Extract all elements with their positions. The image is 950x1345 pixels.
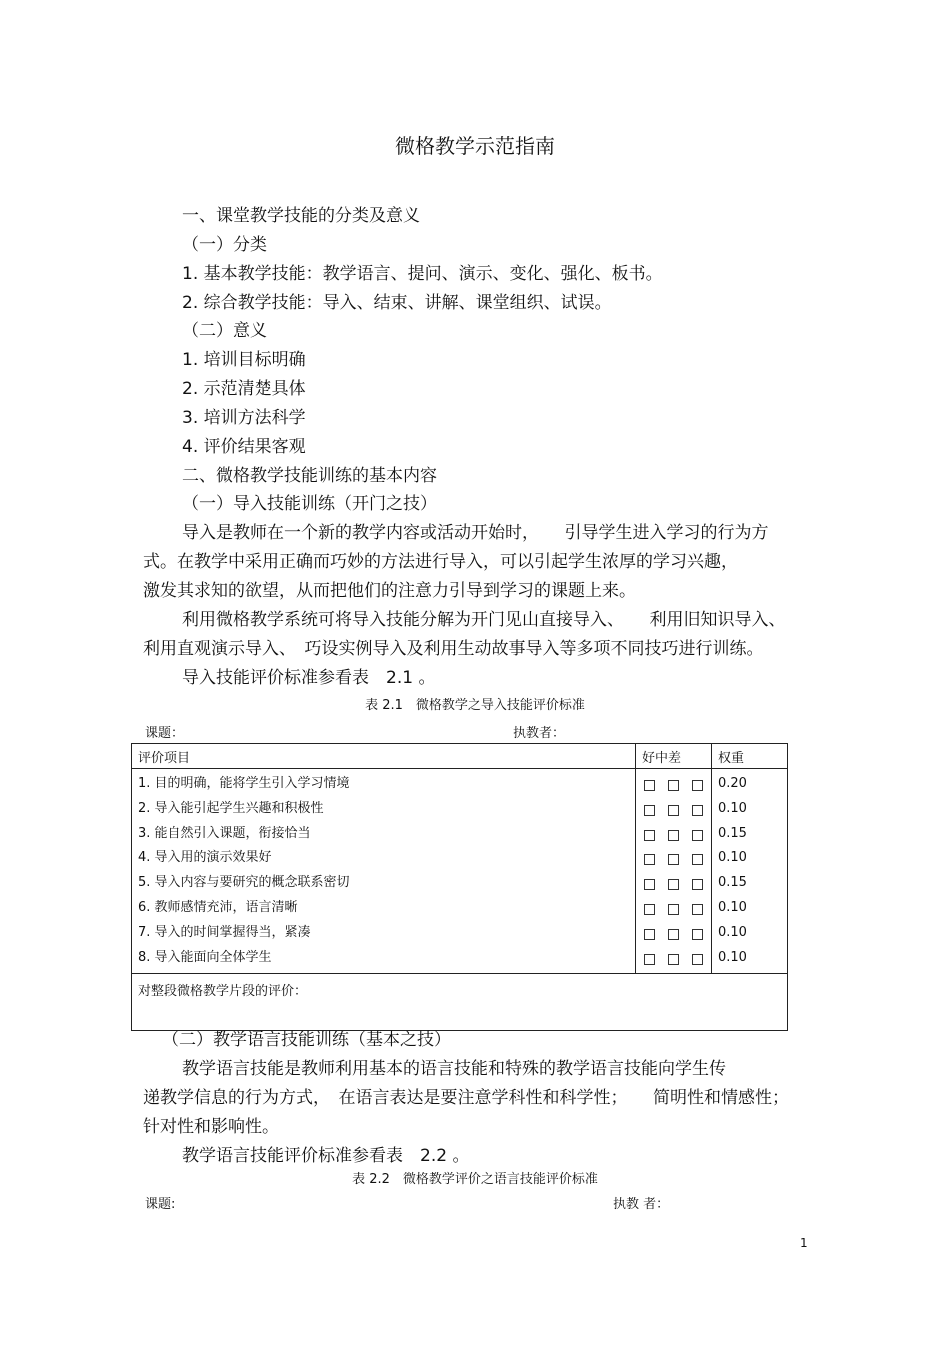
header-grade: 好中差 xyxy=(636,744,712,769)
meaning-item-2: 2. 示范清楚具体 xyxy=(182,379,306,399)
grade-good-checkbox[interactable] xyxy=(644,854,655,865)
teacher-label-2: 执教 者： xyxy=(613,1197,670,1212)
weight-value: 0.10 xyxy=(718,924,747,940)
weight-value: 0.10 xyxy=(718,850,747,866)
evaluation-item: 7. 导入的时间掌握得当，紧凑 xyxy=(138,924,311,940)
comment-row xyxy=(132,974,788,1031)
table-caption-2-2: 表 2.2 微格教学评价之语言技能评价标准 xyxy=(352,1172,598,1187)
weight-value: 0.20 xyxy=(718,776,747,791)
grade-row xyxy=(642,921,705,946)
paragraph-techniques-line-1: 利用微格教学系统可将导入技能分解为开门见山直接导入、 利用旧知识导入、 xyxy=(182,610,786,630)
evaluation-item: 4. 导入用的演示效果好 xyxy=(138,850,272,866)
meaning-item-3: 3. 培训方法科学 xyxy=(182,408,306,428)
grade-medium-checkbox[interactable] xyxy=(668,830,679,841)
subsection-heading-classification: （一）分类 xyxy=(182,235,267,255)
grade-row xyxy=(642,797,705,822)
paragraph-language-line-3: 针对性和影响性。 xyxy=(143,1117,279,1137)
grade-row xyxy=(642,871,705,896)
grade-poor-checkbox[interactable] xyxy=(692,954,703,965)
grade-checkboxes xyxy=(636,769,712,974)
grade-medium-checkbox[interactable] xyxy=(668,854,679,865)
grade-poor-checkbox[interactable] xyxy=(692,929,703,940)
grade-good-checkbox[interactable] xyxy=(644,954,655,965)
grade-medium-checkbox[interactable] xyxy=(668,954,679,965)
section-heading-1: 一、课堂教学技能的分类及意义 xyxy=(182,206,420,226)
paragraph-techniques-line-2: 利用直观演示导入、 巧设实例导入及利用生动故事导入等多项不同技巧进行训练。 xyxy=(143,639,764,659)
page-number: 1 xyxy=(800,1236,808,1250)
meaning-item-4: 4. 评价结果客观 xyxy=(182,437,306,457)
subsection-heading-meaning: （二）意义 xyxy=(182,321,267,341)
grade-medium-checkbox[interactable] xyxy=(668,904,679,915)
grade-row xyxy=(642,846,705,871)
evaluation-item: 6. 教师感情充沛，语言清晰 xyxy=(138,899,298,915)
grade-medium-checkbox[interactable] xyxy=(668,929,679,940)
header-item: 评价项目 xyxy=(132,744,636,769)
topic-label-2: 课题: xyxy=(145,1197,176,1212)
weights xyxy=(712,769,788,974)
paragraph-intro-line-3: 激发其求知的欲望，从而把他们的注意力引导到学习的课题上来。 xyxy=(143,581,636,601)
subsection-heading-language-skill: （二）教学语言技能训练（基本之技） xyxy=(162,1030,451,1050)
paragraph-language-line-1: 教学语言技能是教师利用基本的语言技能和特殊的教学语言技能向学生传 xyxy=(182,1059,726,1079)
weight-value: 0.10 xyxy=(718,949,747,965)
evaluation-items xyxy=(132,769,636,974)
grade-poor-checkbox[interactable] xyxy=(692,780,703,791)
teacher-label: 执教者： xyxy=(513,726,566,741)
grade-row xyxy=(642,896,705,921)
grade-good-checkbox[interactable] xyxy=(644,929,655,940)
grade-poor-checkbox[interactable] xyxy=(692,854,703,865)
grade-medium-checkbox[interactable] xyxy=(668,879,679,890)
grade-row xyxy=(642,772,705,797)
weight-value: 0.10 xyxy=(718,899,747,915)
weight-value: 0.15 xyxy=(718,875,747,891)
paragraph-intro-line-1: 导入是教师在一个新的教学内容或活动开始时， 引导学生进入学习的行为方 xyxy=(182,523,769,543)
paragraph-intro-line-2: 式。在教学中采用正确而巧妙的方法进行导入，可以引起学生浓厚的学习兴趣， xyxy=(143,552,738,572)
grade-poor-checkbox[interactable] xyxy=(692,879,703,890)
grade-good-checkbox[interactable] xyxy=(644,805,655,816)
weight-value: 0.10 xyxy=(718,800,747,816)
section-heading-2: 二、微格教学技能训练的基本内容 xyxy=(182,466,437,486)
grade-row xyxy=(642,822,705,847)
table-reference-2-1: 导入技能评价标准参看表 2.1 。 xyxy=(182,668,436,688)
page-title: 微格教学示范指南 xyxy=(395,134,555,158)
overall-comment-field[interactable]: 对整段微格教学片段的评价： xyxy=(132,974,788,1031)
paragraph-language-line-2: 递教学信息的行为方式， 在语言表达是要注意学科性和科学性； 简明性和情感性； xyxy=(143,1088,789,1108)
subsection-heading-intro-skill: （一）导入技能训练（开门之技） xyxy=(182,494,437,514)
grade-good-checkbox[interactable] xyxy=(644,879,655,890)
grade-poor-checkbox[interactable] xyxy=(692,830,703,841)
grade-poor-checkbox[interactable] xyxy=(692,904,703,915)
grade-row xyxy=(642,946,705,971)
table-header-row xyxy=(132,744,788,769)
evaluation-item: 5. 导入内容与要研究的概念联系密切 xyxy=(138,875,350,891)
evaluation-item: 2. 导入能引起学生兴趣和积极性 xyxy=(138,800,324,816)
table-body-row xyxy=(132,769,788,974)
topic-label: 课题： xyxy=(145,726,185,741)
grade-medium-checkbox[interactable] xyxy=(668,805,679,816)
evaluation-item: 1. 目的明确，能将学生引入学习情境 xyxy=(138,776,350,791)
evaluation-item: 8. 导入能面向全体学生 xyxy=(138,949,272,965)
grade-medium-checkbox[interactable] xyxy=(668,780,679,791)
table-caption-2-1: 表 2.1 微格教学之导入技能评价标准 xyxy=(365,698,585,713)
evaluation-table-2-1 xyxy=(131,743,788,1031)
header-weight: 权重 xyxy=(712,744,788,769)
evaluation-item: 3. 能自然引入课题，衔接恰当 xyxy=(138,825,311,841)
grade-poor-checkbox[interactable] xyxy=(692,805,703,816)
meaning-item-1: 1. 培训目标明确 xyxy=(182,350,306,370)
grade-good-checkbox[interactable] xyxy=(644,830,655,841)
grade-good-checkbox[interactable] xyxy=(644,904,655,915)
table-reference-2-2: 教学语言技能评价标准参看表 2.2 。 xyxy=(182,1146,470,1166)
grade-good-checkbox[interactable] xyxy=(644,780,655,791)
weight-value: 0.15 xyxy=(718,825,747,841)
classification-item-2: 2. 综合教学技能：导入、结束、讲解、课堂组织、试误。 xyxy=(182,293,612,313)
classification-item-1: 1. 基本教学技能：教学语言、提问、演示、变化、强化、板书。 xyxy=(182,264,663,284)
